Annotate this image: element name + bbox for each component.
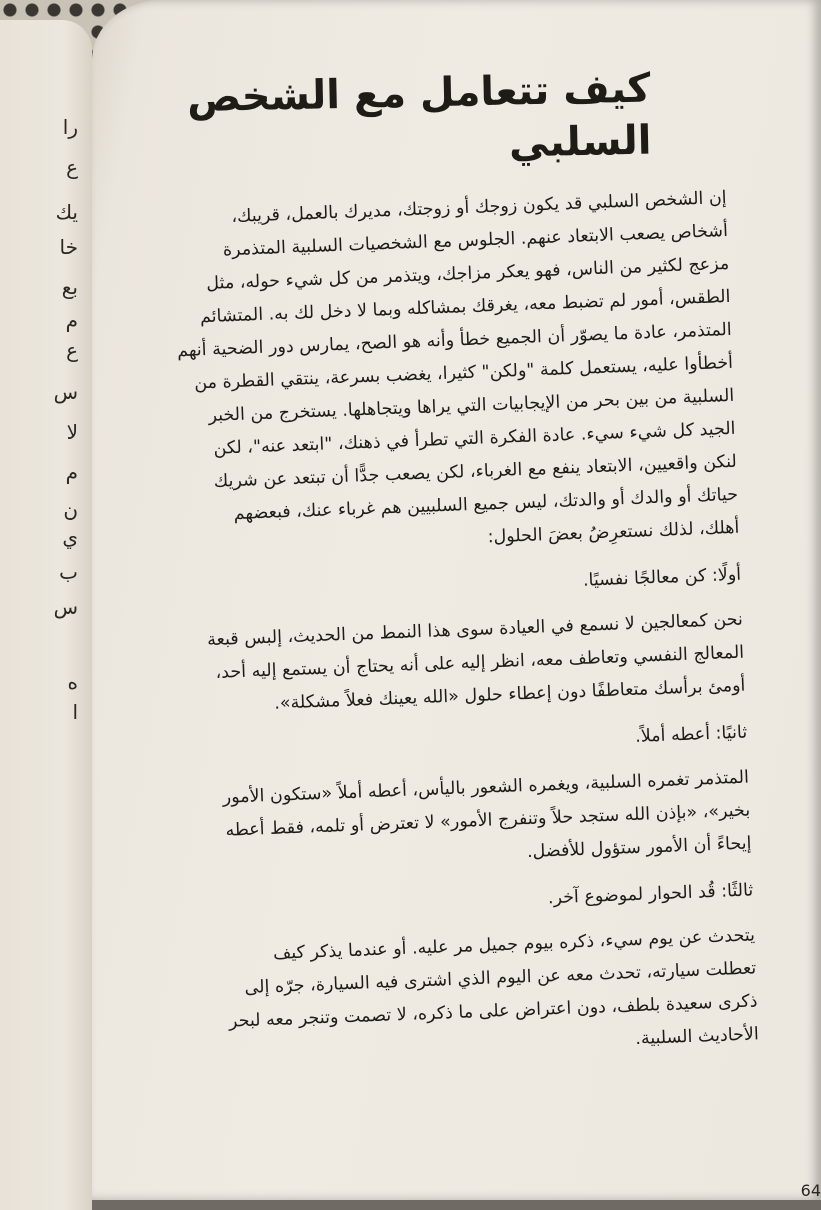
page-title: كيف تتعامل مع الشخص السلبي xyxy=(186,65,652,167)
text-line: أشخاص يصعب الابتعاد عنهم. الجلوس مع الشخصيات السلبية المتذمرة xyxy=(222,220,729,261)
section-heading-2: ثانيًا: أعطه أملاً. xyxy=(634,722,748,747)
text-line: أومئ برأسك متعاطفًا دون إعطاء حلول «الله يعينك فعلاً مشكلة». xyxy=(273,675,746,714)
text-line: المتذمر، عادة ما يصوّر أن الجميع خطأ وأنه هو الصح، يمارس دور الضحية أنهم xyxy=(176,319,733,362)
book-page xyxy=(92,0,821,1200)
text-line: المعالج النفسي وتعاطف معه، انظر إليه على أنه يحتاج أن يستمع إليه أحد، xyxy=(215,642,745,683)
left-page-fragment: ع xyxy=(66,155,78,179)
text-line: المتذمر تغمره السلبية، ويغمره الشعور باليأس، أعطه أملاً «ستكون الأمور xyxy=(222,767,750,808)
text-line: بخير»، «بإذن الله ستجد حلاً وتنفرج الأمور» لا تعترض أو تلمه، فقط أعطه xyxy=(225,800,751,841)
text-line: الطقس، أمور لم تضبط معه، يغرقك بمشاكله وبما لا دخل لك به. المتشائم xyxy=(199,286,731,328)
text-line: لنكن واقعيين، الابتعاد ينفع مع الغرباء، لكن يصعب جدًّا أن تبتعد عن شريك xyxy=(213,451,738,492)
left-page-fragment: لا xyxy=(66,420,78,444)
text-line: ذكرى سعيدة بلطف، دون اعتراض على ما ذكره، لا تصمت وتنجر معه لبحر xyxy=(228,991,758,1032)
left-page-fragment: ن xyxy=(63,498,78,522)
text-line: نحن كمعالجين لا نسمع في العيادة سوى هذا النمط من الحديث، إلبس قبعة xyxy=(206,609,744,651)
page-body xyxy=(106,182,759,1075)
left-page-fragment: م xyxy=(65,308,78,332)
left-page-fragment: س xyxy=(53,595,78,619)
left-page-fragment: را xyxy=(62,115,78,139)
left-page-fragment: بع xyxy=(61,275,78,299)
text-line: تعطلت سيارته، تحدث معه عن اليوم الذي اشترى فيه السيارة، جرّه إلى xyxy=(244,958,757,999)
left-page-fragment: ع xyxy=(66,338,78,362)
text-line: أهلك، لذلك نستعرِضُ بعضَ الحلول: xyxy=(487,517,740,548)
text-line: أخطأوا عليه، يستعمل كلمة "ولكن" كثيرا، يغضب بسرعة، ينتقي القطرة من xyxy=(193,352,734,394)
paragraph-3 xyxy=(129,762,752,885)
left-page-fragment: ي xyxy=(62,525,78,549)
paragraph-intro xyxy=(106,182,739,569)
left-page-fragment: ب xyxy=(59,560,78,584)
text-line: حياتك أو والدك أو والدتك، ليس جميع السلبيين هم غرباء عنك، فبعضهم xyxy=(233,484,739,525)
left-page-fragment: س xyxy=(53,380,78,404)
text-line: الأحاديث السلبية. xyxy=(634,1024,760,1050)
text-line: يتحدث عن يوم سيء، ذكره بيوم جميل مر عليه. أو عندما يذكر كيف xyxy=(272,925,756,964)
text-line: مزعج لكثير من الناس، فهو يعكر مزاجك، ويتذمر من كل شيء حوله، مثل xyxy=(205,253,730,295)
paragraph-2 xyxy=(123,604,746,727)
text-line: السلبية من بين بحر من الإيجابيات التي يراها ويتجاهلها. يستخرج من الخبر xyxy=(208,385,735,427)
text-line: إن الشخص السلبي قد يكون زوجك أو زوجتك، مديرك بالعمل، قريبك، xyxy=(231,187,727,228)
left-page-edge xyxy=(0,20,92,1210)
left-page-fragment: يك xyxy=(55,200,78,224)
page-number: 64 xyxy=(800,1181,821,1200)
left-page-fragment: خا xyxy=(59,235,78,259)
left-page-fragment: ا xyxy=(72,700,78,724)
section-heading-3: ثالثًا: قُد الحوار لموضوع آخر. xyxy=(547,880,754,909)
section-heading-1: أولًا: كن معالجًا نفسيًا. xyxy=(582,564,742,591)
left-page-fragment: ه xyxy=(67,670,78,694)
paragraph-4 xyxy=(135,919,760,1075)
text-line: إيحاءً أن الأمور ستؤول للأفضل. xyxy=(526,833,752,863)
left-page-fragment: م xyxy=(65,460,78,484)
text-line: الجيد كل شيء سيء. عادة الفكرة التي تطرأ في ذهنك، "ابتعد عنه"، لكن xyxy=(213,418,736,459)
